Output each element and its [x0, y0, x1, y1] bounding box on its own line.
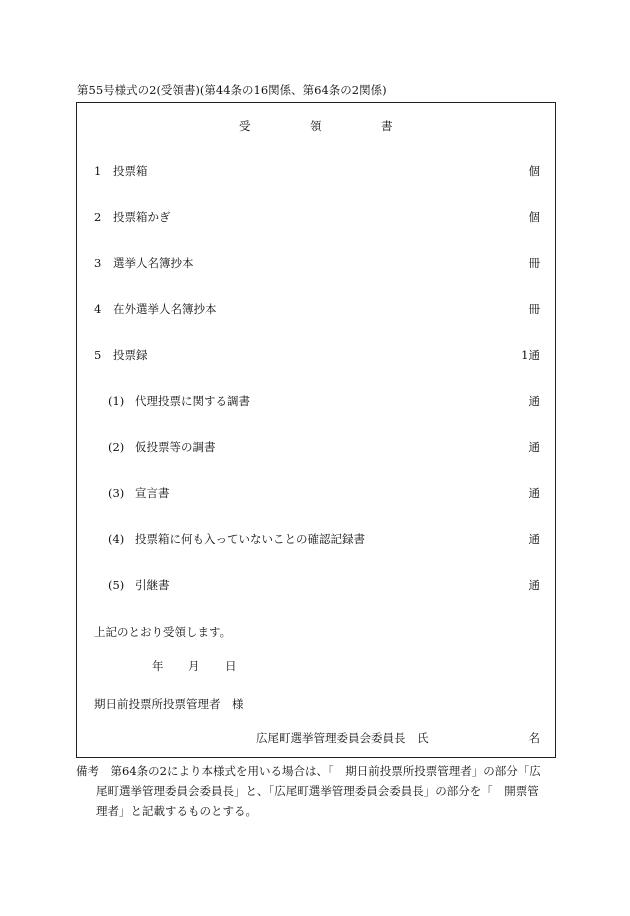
addressee: 期日前投票所投票管理者 様 — [94, 697, 244, 711]
subitem-3-label: 宣言書 — [135, 486, 170, 500]
subitem-4-number: (4) — [108, 532, 125, 546]
subitem-1-label: 代理投票に関する調書 — [135, 394, 250, 408]
subitem-5-number: (5) — [108, 578, 125, 592]
form-title-char-1: 受 — [239, 119, 251, 133]
item-5-label: 投票録 — [113, 348, 148, 362]
item-2-unit: 個 — [528, 210, 540, 224]
subitem-4-unit: 通 — [528, 532, 540, 546]
date-day-label: 日 — [225, 659, 237, 673]
date-month-label: 月 — [188, 659, 200, 673]
item-2-label: 投票箱かぎ — [113, 210, 171, 224]
subitem-4-label: 投票箱に何も入っていないことの確認記録書 — [135, 532, 365, 546]
subitem-1-number: (1) — [108, 394, 125, 408]
form-title-char-2: 領 — [310, 119, 322, 133]
form-title-char-3: 書 — [381, 119, 393, 133]
receipt-form-box — [76, 102, 556, 758]
item-5-number: 5 — [94, 348, 102, 362]
form-header: 第55号様式の2(受領書)(第44条の16関係、第64条の2関係) — [77, 83, 387, 97]
item-1-number: 1 — [94, 164, 102, 178]
subitem-3-unit: 通 — [528, 486, 540, 500]
signer-name-suffix: 名 — [528, 731, 540, 745]
remarks-line-2: 尾町選挙管理委員会委員長」と、「広尾町選挙管理委員会委員長」の部分を「 開票管 — [96, 784, 539, 798]
remarks-line-3: 理者」と記載するものとする。 — [96, 804, 257, 818]
subitem-2-number: (2) — [108, 440, 125, 454]
subitem-5-unit: 通 — [528, 578, 540, 592]
item-1-label: 投票箱 — [113, 164, 148, 178]
subitem-2-unit: 通 — [528, 440, 540, 454]
item-4-label: 在外選挙人名簿抄本 — [113, 302, 217, 316]
subitem-2-label: 仮投票等の調書 — [135, 440, 216, 454]
subitem-5-label: 引継書 — [135, 578, 170, 592]
item-3-label: 選挙人名簿抄本 — [113, 256, 194, 270]
item-1-unit: 個 — [528, 164, 540, 178]
subitem-3-number: (3) — [108, 486, 125, 500]
item-3-number: 3 — [94, 256, 102, 270]
signer-title: 広尾町選挙管理委員会委員長 氏 — [256, 731, 429, 745]
receipt-statement: 上記のとおり受領します。 — [94, 625, 232, 639]
item-3-unit: 冊 — [528, 256, 540, 270]
remarks-line-1: 備考 第64条の2により本様式を用いる場合は、「 期日前投票所投票管理者」の部分「広 — [76, 764, 541, 778]
date-year-label: 年 — [152, 659, 164, 673]
item-5-unit: 1通 — [521, 348, 540, 362]
item-4-unit: 冊 — [528, 302, 540, 316]
item-2-number: 2 — [94, 210, 102, 224]
subitem-1-unit: 通 — [528, 394, 540, 408]
item-4-number: 4 — [94, 302, 102, 316]
